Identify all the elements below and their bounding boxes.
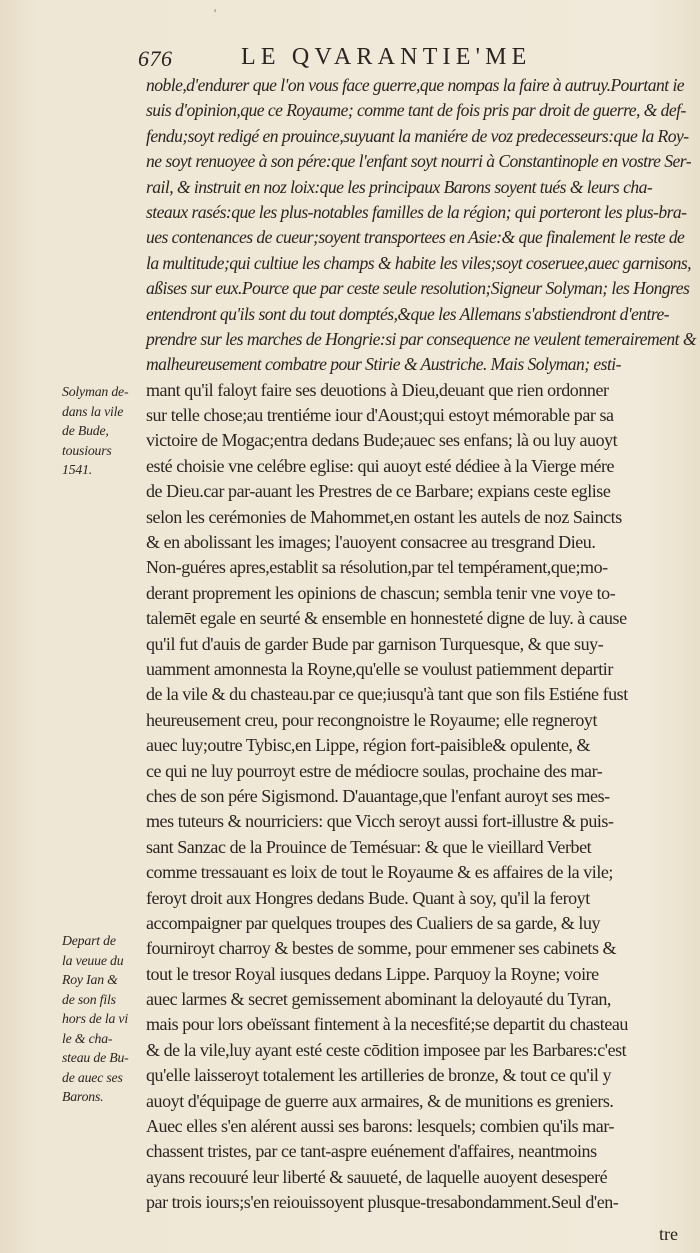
marginal-line: Solyman de-: [62, 384, 129, 399]
running-head: LE QVARANTIE'ME: [241, 44, 532, 70]
text-line: Non-guéres apres,establit sa résolution,par tel tempérament,que;mo-: [146, 557, 608, 578]
text-line: selon les cerémonies de Mahommet,en ostant les autels de noz Saincts: [146, 506, 622, 527]
text-line: auoyt d'équipage de guerre aux armaires, & de munitions es greniers.: [146, 1090, 614, 1111]
text-line: suis d'opinion,que ce Royaume; comme tant de fois pris par droit de guerre, & def-: [146, 100, 686, 121]
marginal-line: de auec ses: [62, 1069, 123, 1085]
text-line: sur telle chose;au trentiéme iour d'Aoust;qui estoyt mémorable par sa: [146, 405, 614, 426]
marginal-line: de son fils: [62, 991, 116, 1007]
text-line: steaux rasés:que les plus-notables familles de la région; qui porteront les plus-bra-: [146, 201, 687, 222]
text-line: tout le tresor Royal iusques dedans Lippe. Parquoy la Royne; voire: [146, 963, 599, 984]
text-line: entendront qu'ils sont du tout domptés,&que les Allemans s'abstiendront d'entre-: [146, 303, 670, 324]
text-line: fendu;soyt redigé en prouince,suyuant la maniére de voz predecesseurs:que la Roy-: [146, 125, 689, 146]
text-line: mes tuteurs & nourriciers: que Vicch seroyt aussi fort-illustre & puis-: [146, 811, 614, 832]
text-line: esté choisie vne celébre eglise: qui auoyt esté dédiee à la Vierge mére: [146, 455, 615, 476]
text-line: ches de son pére Sigismond. D'auantage,que l'enfant auroyt ses mes-: [146, 785, 610, 806]
text-line: de la vile & du chasteau.par ce que;iusqu'à tant que son fils Estiéne fust: [146, 684, 628, 705]
marginal-note-solyman: [62, 382, 146, 480]
text-line: la multitude;qui cultiue les champs & habite les viles;soyt coseruee,auec garnisons,: [146, 252, 692, 273]
marginal-line: Depart de: [62, 933, 116, 948]
marginal-line: Roy Ian &: [62, 972, 118, 987]
text-line: feroyt droit aux Hongres dedans Bude. Quant à soy, qu'il la feroyt: [146, 887, 590, 908]
text-line: heureusement creu, pour recongnoistre le Royaume; elle regneroyt: [146, 709, 598, 730]
text-line: de Dieu.car par-auant les Prestres de ce Barbare; expians ceste eglise: [146, 481, 611, 502]
text-line: chassent tristes, par ce tant-aspre euénement d'affaires, neantmoins: [146, 1141, 597, 1162]
text-line: ayans recouuré leur liberté & sauueté, de laquelle auoyent desesperé: [146, 1166, 608, 1187]
text-line: talemēt egale en seurté & ensemble en honnesteté digne de luy. à cause: [146, 608, 627, 629]
text-line: comme tressauant es loix de tout le Royaume & es affaires de la vile;: [146, 862, 613, 883]
text-line: derant proprement les opinions de chascun; sembla tenir vne voye to-: [146, 582, 616, 603]
marginal-note-depart: [62, 931, 146, 1107]
body-text: [146, 73, 696, 1216]
text-line: ne soyt renuoyee à son pére:que l'enfant soyt nourri à Constantinople en vostre Ser-: [146, 151, 692, 172]
text-line: Auec elles s'en alérent aussi ses barons: lesquels; combien qu'ils mar-: [146, 1116, 615, 1137]
marginal-line: dans la vile: [62, 403, 124, 419]
text-line: victoire de Mogac;entra dedans Bude;auec ses enfans; là ou luy auoyt: [146, 430, 618, 451]
page-number: 676: [138, 46, 173, 71]
marginal-line: Barons.: [62, 1089, 104, 1104]
text-line: mais pour lors obeïssant fintement à la necesfité;se departit du chasteau: [146, 1014, 628, 1035]
text-line: auec luy;outre Tybisc,en Lippe, région fort-paisible& opulente, &: [146, 735, 591, 756]
text-line: accompaigner par quelques troupes des Cualiers de sa garde, & luy: [146, 912, 601, 933]
text-line: ce qui ne luy pourroyt estre de médiocre soulas, prochaine des mar-: [146, 760, 603, 781]
text-line: fourniroyt charroy & bestes de somme, pour emmener ses cabinets &: [146, 938, 617, 959]
page-header: [138, 44, 678, 72]
text-line: qu'elle laisseroyt totalement les artilleries de bronze, & tout ce qu'il y: [146, 1065, 612, 1086]
text-line: sant Sanzac de la Prouince de Temésuar: & que le vieillard Verbet: [146, 836, 592, 857]
text-line: auec larmes & secret gemissement abominant la deloyauté du Tyran,: [146, 989, 611, 1010]
text-line: mant qu'il faloyt faire ses deuotions à Dieu,deuant que rien ordonner: [146, 379, 609, 400]
text-line: malheureusement combatre pour Stirie & Austriche. Mais Solyman; esti-: [146, 354, 621, 375]
text-line: uamment amonnesta la Royne,qu'elle se voulust patiemment departir: [146, 658, 613, 679]
marginal-line: la veuue du: [62, 952, 124, 968]
text-line: aßises sur eux.Pource que par ceste seule resolution;Signeur Solyman; les Hongres: [146, 278, 690, 299]
catch-word: tre: [659, 1224, 678, 1244]
text-line: & de la vile,luy ayant esté ceste cōdition imposee par les Barbares:c'est: [146, 1039, 627, 1060]
text-line: par trois iours;s'en reiouissoyent plusque-tresabondamment.Seul d'en-: [146, 1192, 619, 1213]
text-line: ues contenances de cueur;soyent transportees en Asie:& que finalement le reste de: [146, 227, 685, 248]
marginal-line: de Bude,: [62, 423, 109, 438]
text-line: noble,d'endurer que l'on vous face guerre,que nompas la faire à autruy.Pourtant ie: [146, 75, 685, 95]
marginal-line: 1541.: [62, 462, 93, 477]
text-line: & en abolissant les images; l'auoyent consacree au tresgrand Dieu.: [146, 532, 596, 553]
marginal-line: hors de la vi: [62, 1011, 128, 1026]
marginal-line: steau de Bu-: [62, 1050, 129, 1065]
gutter-mark: ': [214, 6, 217, 20]
marginal-line: le & cha-: [62, 1030, 113, 1046]
text-line: rail, & instruit en noz loix:que les principaux Barons soyent tués & leurs cha-: [146, 176, 653, 197]
text-line: prendre sur les marches de Hongrie:si par consequence ne veulent temerairement &: [146, 328, 696, 349]
marginal-line: tousiours: [62, 442, 112, 458]
text-line: qu'il fut d'auis de garder Bude par garnison Turquesque, & que suy-: [146, 633, 604, 654]
